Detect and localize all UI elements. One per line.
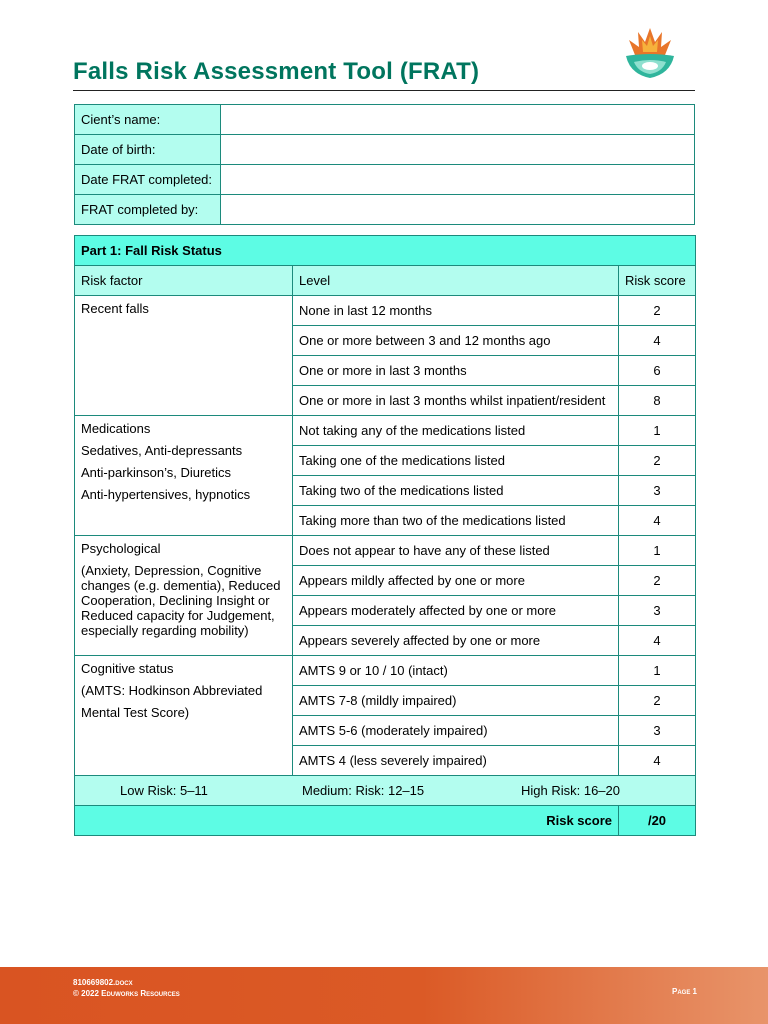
eduworks-logo xyxy=(622,22,678,82)
risk-factor-text: Medications xyxy=(81,421,151,436)
client-info-row xyxy=(75,165,695,195)
risk-level: Appears moderately affected by one or more xyxy=(293,596,619,626)
client-info-field[interactable] xyxy=(221,195,695,225)
risk-row xyxy=(75,536,696,566)
header-risk-score: Risk score xyxy=(619,266,696,296)
total-row xyxy=(75,806,696,836)
risk-level: Appears mildly affected by one or more xyxy=(293,566,619,596)
page-title: Falls Risk Assessment Tool (FRAT) xyxy=(73,58,480,85)
copyright: © 2022 Eduworks Resources xyxy=(73,989,180,998)
risk-level: AMTS 4 (less severely impaired) xyxy=(293,746,619,776)
client-info-row xyxy=(75,105,695,135)
risk-factor-text: Recent falls xyxy=(81,301,149,316)
client-info-field[interactable] xyxy=(221,135,695,165)
fall-risk-status-table xyxy=(74,235,696,836)
client-info-label: Date of birth: xyxy=(75,135,221,165)
risk-level: Not taking any of the medications listed xyxy=(293,416,619,446)
risk-level: Does not appear to have any of these listed xyxy=(293,536,619,566)
risk-score: 1 xyxy=(619,656,696,686)
risk-factor-cell xyxy=(75,296,293,416)
risk-bands-cell xyxy=(75,776,696,806)
risk-level: AMTS 7-8 (mildly impaired) xyxy=(293,686,619,716)
risk-factor-text: Sedatives, Anti-depressants xyxy=(81,442,243,458)
risk-bands-row xyxy=(75,776,696,806)
total-label: Risk score xyxy=(75,806,619,836)
client-info-table xyxy=(74,104,695,225)
risk-factor-cell xyxy=(75,536,293,656)
risk-factor-text: Cognitive status xyxy=(81,661,174,676)
risk-score: 2 xyxy=(619,686,696,716)
risk-level: AMTS 9 or 10 / 10 (intact) xyxy=(293,656,619,686)
risk-score: 3 xyxy=(619,476,696,506)
page-footer xyxy=(0,967,768,1024)
risk-level: Taking more than two of the medications listed xyxy=(293,506,619,536)
document-id: 810669802.docx xyxy=(73,978,133,987)
risk-level: Taking one of the medications listed xyxy=(293,446,619,476)
risk-score: 2 xyxy=(619,566,696,596)
risk-score: 2 xyxy=(619,296,696,326)
low-risk-band: Low Risk: 5–11 xyxy=(120,783,208,798)
risk-score: 8 xyxy=(619,386,696,416)
client-info-field[interactable] xyxy=(221,105,695,135)
risk-factor-text: (AMTS: Hodkinson Abbreviated xyxy=(81,682,263,698)
risk-score: 1 xyxy=(619,416,696,446)
risk-row xyxy=(75,656,696,686)
risk-score: 1 xyxy=(619,536,696,566)
client-info-field[interactable] xyxy=(221,165,695,195)
risk-level: One or more in last 3 months xyxy=(293,356,619,386)
risk-level: One or more between 3 and 12 months ago xyxy=(293,326,619,356)
risk-score: 4 xyxy=(619,626,696,656)
risk-score: 4 xyxy=(619,326,696,356)
risk-level: Appears severely affected by one or more xyxy=(293,626,619,656)
risk-factor-text: Anti-hypertensives, hypnotics xyxy=(81,486,251,502)
risk-factor-text: (Anxiety, Depression, Cognitive changes (e.g. dementia), Reduced Cooperation, Declining Insight or Reduced capacity for Judgement, especially regarding mobility) xyxy=(81,562,281,638)
risk-level: None in last 12 months xyxy=(293,296,619,326)
risk-factor-cell xyxy=(75,416,293,536)
total-value[interactable]: /20 xyxy=(619,806,696,836)
part-title-row xyxy=(75,236,696,266)
title-underline xyxy=(73,90,695,91)
risk-score: 4 xyxy=(619,506,696,536)
risk-row xyxy=(75,296,696,326)
risk-level: Taking two of the medications listed xyxy=(293,476,619,506)
risk-factor-text: Psychological xyxy=(81,541,161,556)
risk-factor-cell xyxy=(75,656,293,776)
client-info-row xyxy=(75,195,695,225)
header-level: Level xyxy=(293,266,619,296)
high-risk-band: High Risk: 16–20 xyxy=(521,783,620,798)
risk-score: 3 xyxy=(619,716,696,746)
risk-factor-text: Mental Test Score) xyxy=(81,704,190,720)
header-risk-factor: Risk factor xyxy=(75,266,293,296)
risk-score: 6 xyxy=(619,356,696,386)
page-number: Page 1 xyxy=(672,987,698,996)
client-info-row xyxy=(75,135,695,165)
risk-score: 3 xyxy=(619,596,696,626)
client-info-label: Cient’s name: xyxy=(75,105,221,135)
part-title: Part 1: Fall Risk Status xyxy=(75,236,696,266)
risk-row xyxy=(75,416,696,446)
risk-score: 4 xyxy=(619,746,696,776)
header-row xyxy=(75,266,696,296)
risk-score: 2 xyxy=(619,446,696,476)
risk-level: One or more in last 3 months whilst inpatient/resident xyxy=(293,386,619,416)
client-info-label: Date FRAT completed: xyxy=(75,165,221,195)
risk-level: AMTS 5-6 (moderately impaired) xyxy=(293,716,619,746)
risk-factor-text: Anti-parkinson’s, Diuretics xyxy=(81,464,232,480)
medium-risk-band: Medium: Risk: 12–15 xyxy=(302,783,425,798)
client-info-label: FRAT completed by: xyxy=(75,195,221,225)
